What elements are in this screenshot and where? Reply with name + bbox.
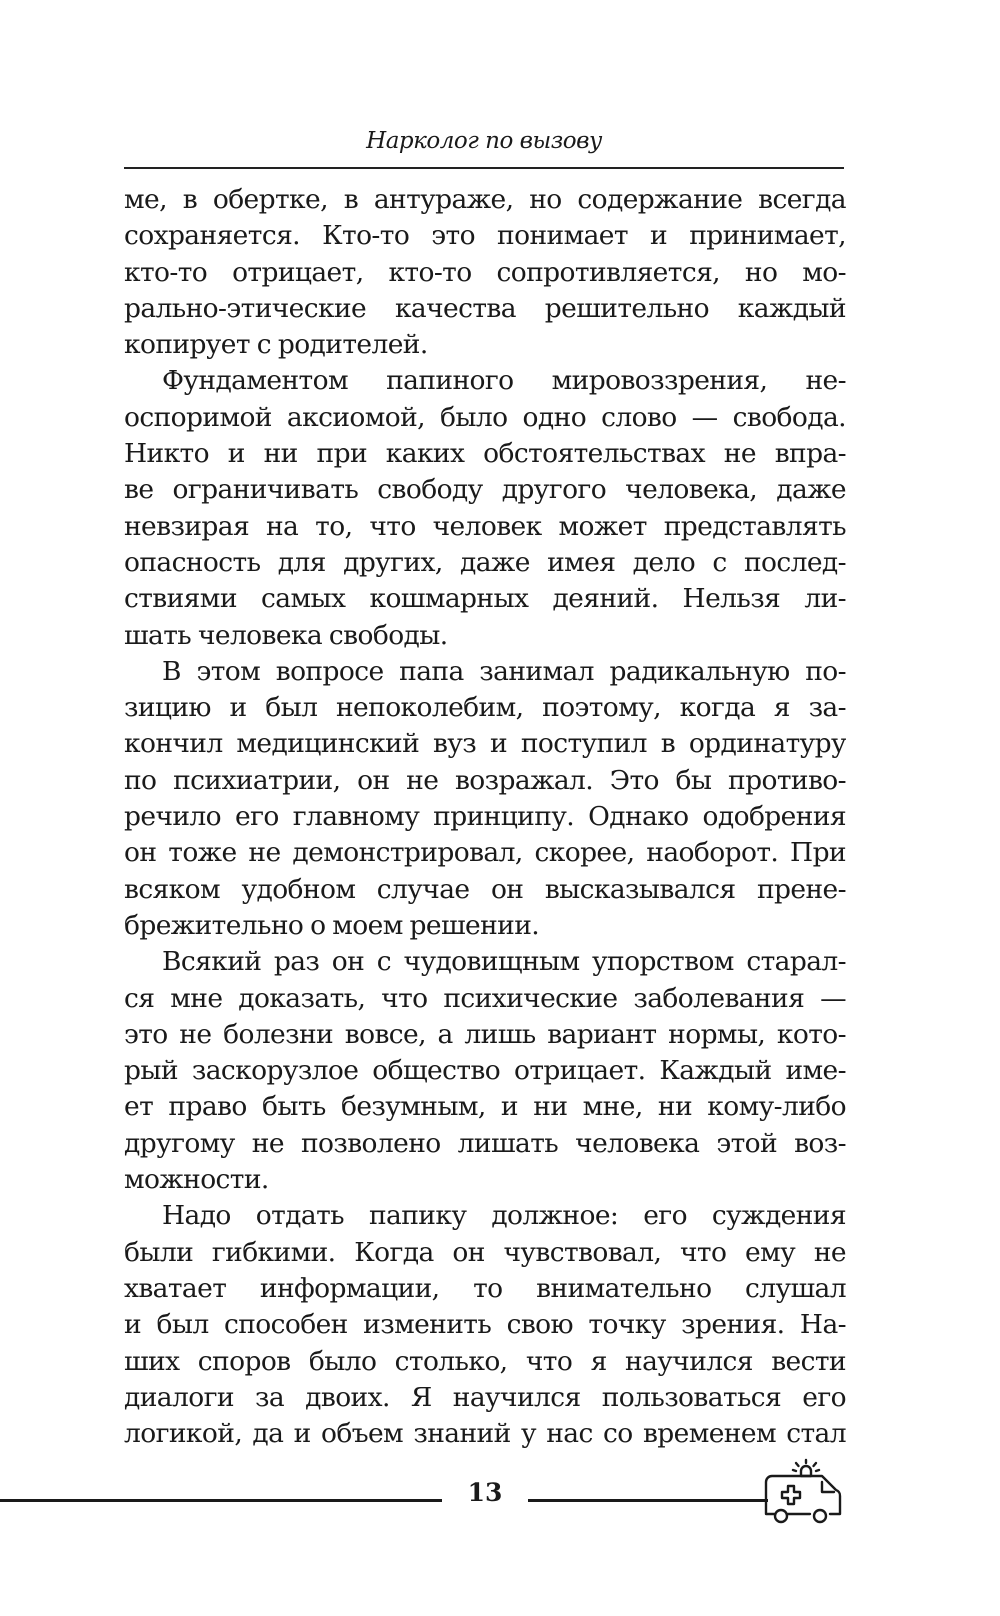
text-line: шать человека свободы. [124, 619, 448, 651]
text-line: ме, в обертке, в антураже, но содержание всегда [124, 184, 846, 215]
text-line: ся мне доказать, что психические заболевания — [124, 982, 846, 1014]
text-line: невзирая на то, что человек может представлять [124, 510, 846, 542]
text-line: сохраняется. Кто-то это понимает и принимает, [124, 220, 846, 252]
page-number: 13 [467, 1478, 503, 1507]
text-line: рально-этические качества решительно каждый [124, 292, 846, 324]
text-line: ве ограничивать свободу другого человека, даже [124, 474, 846, 506]
text-line: по психиатрии, он не возражал. Это бы противо- [124, 764, 846, 796]
text-line: В этом вопросе папа занимал радикальную по- [162, 655, 846, 687]
footer-rule-left [0, 1499, 442, 1502]
header-rule [124, 167, 844, 169]
text-line: хватает информации, то внимательно слушал [124, 1272, 846, 1304]
text-line: всяком удобном случае он высказывался прене- [124, 873, 846, 905]
text-line: кончил медицинский вуз и поступил в ординатуру [124, 728, 846, 760]
text-line: оспоримой аксиомой, было одно слово — свобода. [124, 401, 846, 433]
text-line: диалоги за двоих. Я научился пользоваться его [124, 1381, 846, 1413]
text-line: ет право быть безумным, и ни мне, ни кому-либо [124, 1091, 846, 1123]
ambulance-icon [760, 1458, 850, 1530]
text-line: можности. [124, 1164, 269, 1196]
text-line: ствиями самых кошмарных деяний. Нельзя ли- [124, 583, 846, 615]
text-line: это не болезни вовсе, а лишь вариант нормы, кото- [124, 1018, 846, 1050]
text-line: брежительно о моем решении. [124, 909, 540, 941]
text-line: он тоже не демонстрировал, скорее, наоборот. При [124, 837, 846, 869]
text-line: Надо отдать папику должное: его суждения [162, 1200, 846, 1232]
text-line: кто-то отрицает, кто-то сопротивляется, но мо- [124, 256, 846, 288]
text-line: речило его главному принципу. Однако одобрения [124, 801, 846, 833]
text-line: другому не позволено лишать человека этой воз- [124, 1127, 846, 1159]
text-line: были гибкими. Когда он чувствовал, что ему не [124, 1236, 846, 1268]
text-line: Никто и ни при каких обстоятельствах не впра- [124, 438, 846, 470]
text-line: логикой, да и объем знаний у нас со временем стал [124, 1418, 846, 1450]
text-line: и был способен изменить свою точку зрения. На- [124, 1309, 846, 1341]
text-line: рый заскорузлое общество отрицает. Каждый име- [124, 1055, 846, 1087]
running-head: Нарколог по вызову [366, 128, 602, 154]
text-line: зицию и был непоколебим, поэтому, когда я за- [124, 692, 846, 724]
text-line: копирует с родителей. [124, 329, 428, 361]
text-line: ших споров было столько, что я научился вести [124, 1345, 846, 1377]
body-text [124, 182, 846, 1452]
text-line: Всякий раз он с чудовищным упорством старал- [162, 946, 846, 978]
text-line: опасность для других, даже имея дело с послед- [124, 546, 846, 578]
footer-rule-right [528, 1499, 768, 1502]
text-line: Фундаментом папиного мировоззрения, не- [162, 365, 846, 397]
